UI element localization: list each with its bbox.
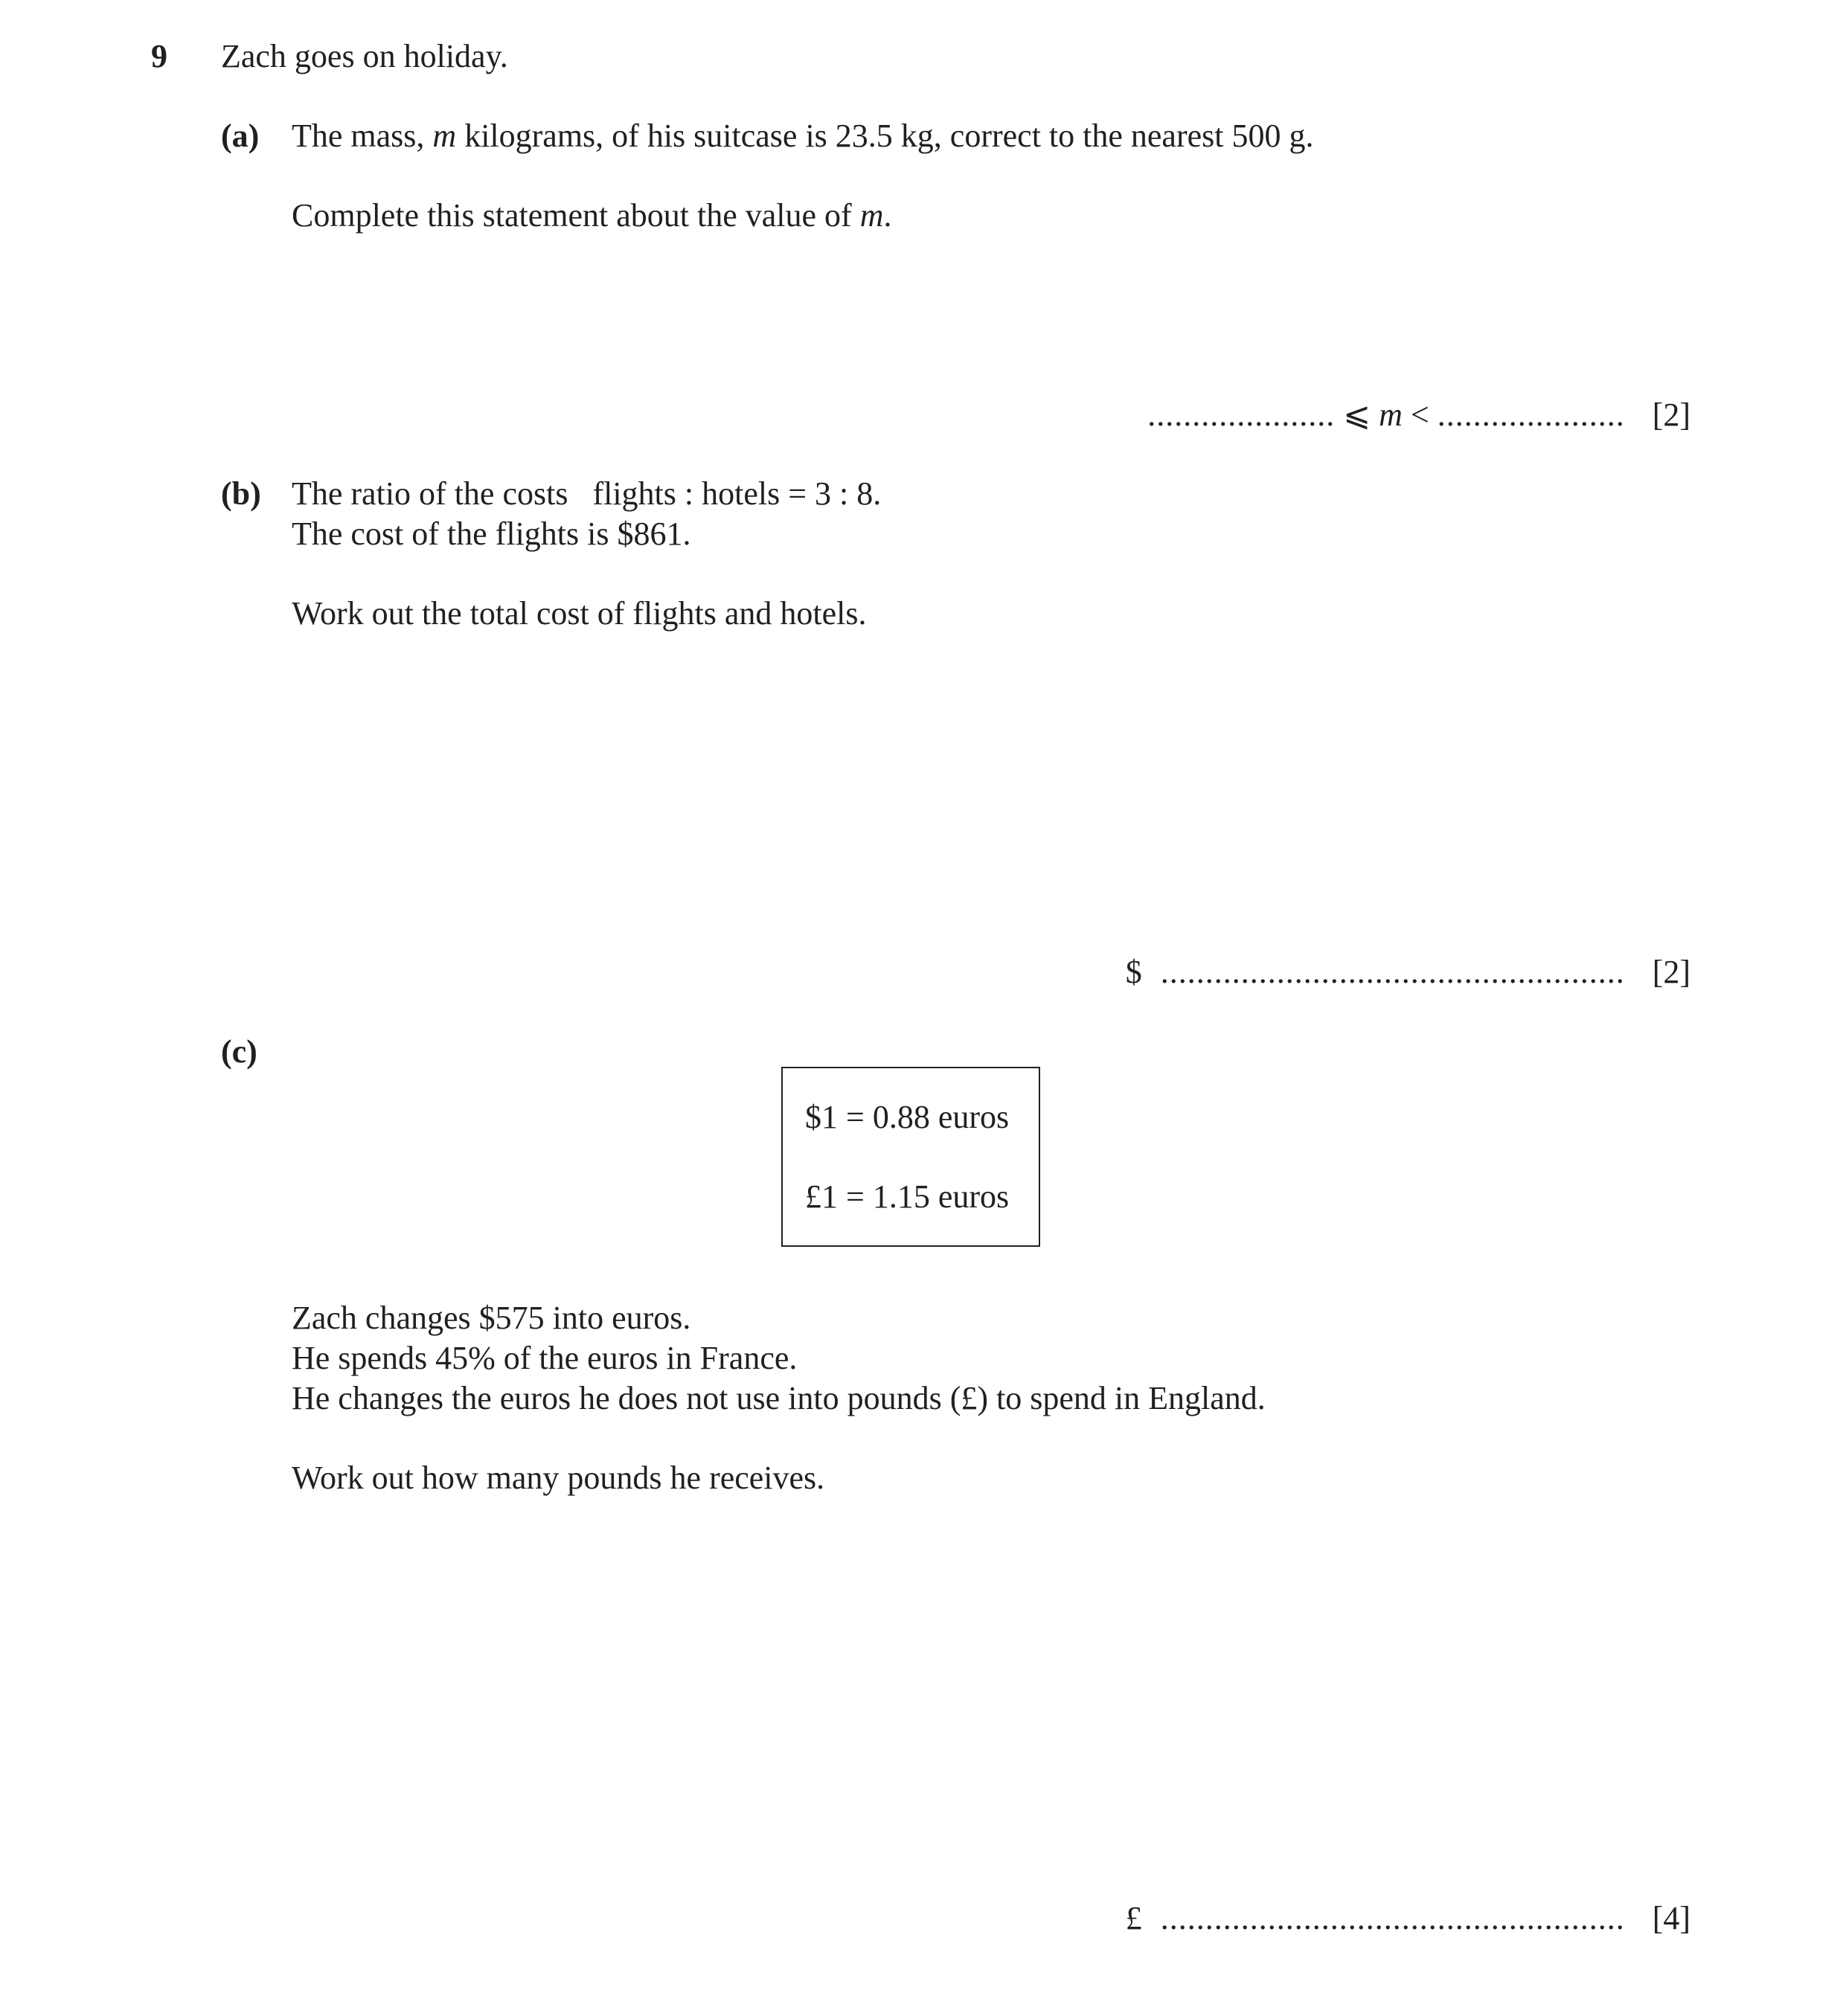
- part-a-answer-le: ⩽: [1343, 397, 1379, 433]
- part-a-label: (a): [221, 118, 260, 154]
- part-a-answer-var: m: [1379, 397, 1403, 433]
- part-a-answer-dots-left[interactable]: .....................: [1147, 397, 1336, 433]
- part-a-line1-pre: The mass,: [292, 118, 433, 154]
- part-c-text-line1: Zach changes $575 into euros.: [292, 1300, 691, 1336]
- exchange-rate-pound: £1 = 1.15 euros: [805, 1178, 1010, 1215]
- part-c-answer-prefix: £: [1125, 1900, 1142, 1936]
- part-c-text-line2: He spends 45% of the euros in France.: [292, 1340, 798, 1376]
- part-a-answer-line: [1147, 394, 1690, 435]
- part-b-answer-line: [1126, 951, 1690, 992]
- part-a-text-line2: [292, 195, 892, 236]
- part-c-text-line4: Work out how many pounds he receives.: [292, 1460, 825, 1496]
- part-c-label: (c): [221, 1033, 257, 1070]
- part-a-line1-post: kilograms, of his suitcase is 23.5 kg, correct to the nearest 500 g.: [456, 118, 1314, 154]
- part-c-text-line3: He changes the euros he does not use into pounds (£) to spend in England.: [292, 1380, 1266, 1416]
- exchange-rate-box: [781, 1067, 1040, 1247]
- part-a-answer-dots-right[interactable]: .....................: [1437, 397, 1625, 433]
- question-intro: Zach goes on holiday.: [221, 38, 508, 74]
- part-a-line2-pre: Complete this statement about the value of: [292, 197, 860, 234]
- part-b-text-line2: The cost of the flights is $861.: [292, 516, 691, 552]
- part-b-answer-dots[interactable]: ....................................................: [1160, 954, 1625, 990]
- part-a-answer-lt: <: [1402, 397, 1429, 433]
- exchange-rate-dollar: $1 = 0.88 euros: [805, 1099, 1010, 1135]
- part-a-line2-var: m: [859, 197, 884, 234]
- part-b-text-line1: The ratio of the costs flights : hotels = 3 : 8.: [292, 475, 882, 512]
- part-a-text-line1: [292, 115, 1313, 156]
- part-c-answer-dots[interactable]: ....................................................: [1160, 1900, 1625, 1936]
- part-c-answer-line: [1126, 1898, 1690, 1939]
- part-b-marks: [2]: [1652, 954, 1690, 990]
- part-a-line1-var: m: [432, 118, 457, 154]
- part-b-label: (b): [221, 475, 261, 512]
- part-a-marks: [2]: [1652, 397, 1690, 433]
- part-b-answer-prefix: $: [1125, 954, 1142, 990]
- part-b-text-line3: Work out the total cost of flights and hotels.: [292, 595, 867, 632]
- part-c-marks: [4]: [1652, 1900, 1690, 1936]
- part-a-line2-post: .: [883, 197, 892, 234]
- question-number: 9: [151, 38, 167, 74]
